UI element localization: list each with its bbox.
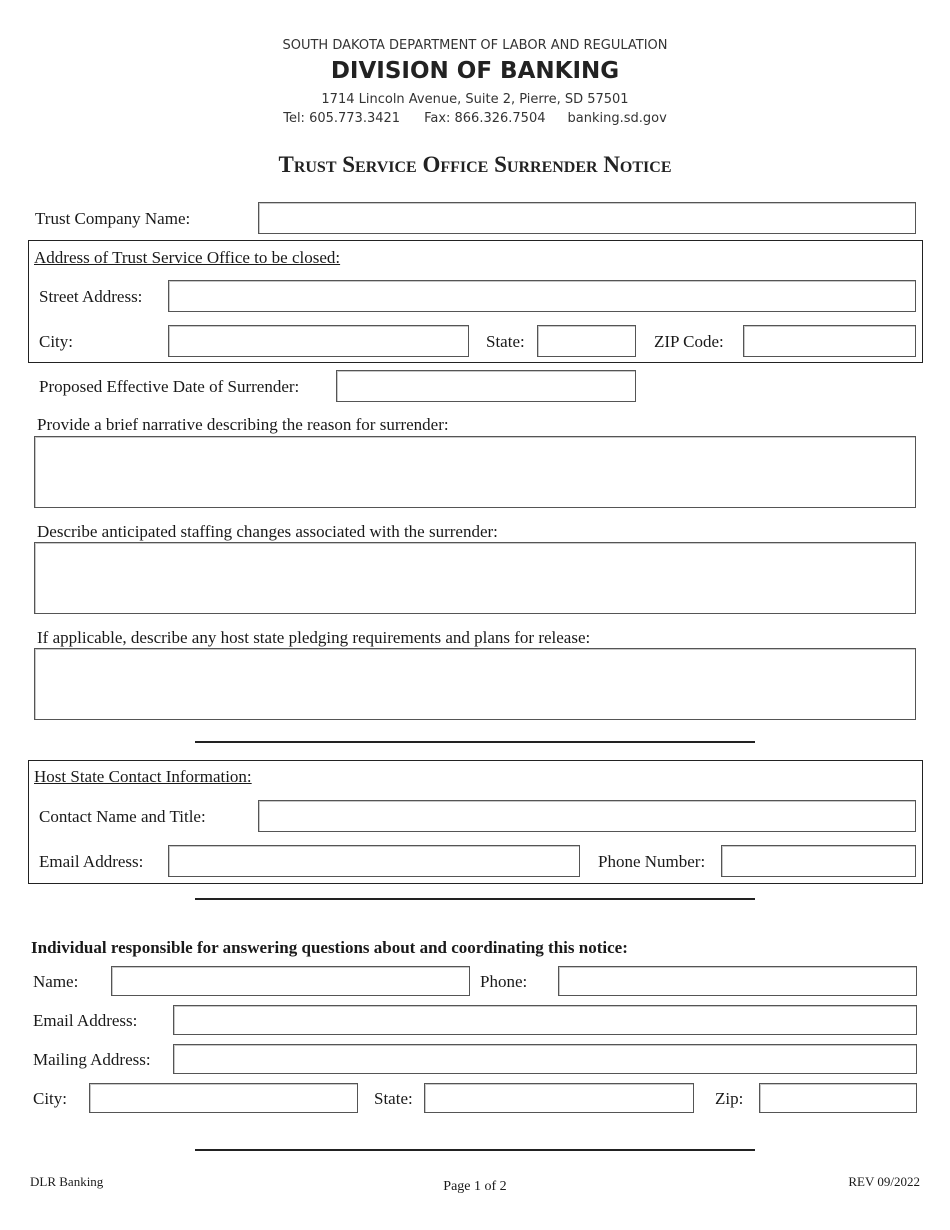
tel-number: Tel: 605.773.3421 — [283, 111, 401, 126]
host-phone-label: Phone Number: — [598, 852, 706, 871]
responsible-name-label: Name: — [33, 972, 79, 991]
office-state-label: State: — [486, 332, 525, 351]
effective-date-label: Proposed Effective Date of Surrender: — [39, 377, 300, 396]
trust-company-name-label: Trust Company Name: — [35, 209, 191, 228]
responsible-city-label: City: — [33, 1089, 68, 1108]
office-city-field[interactable] — [168, 325, 469, 357]
responsible-email-field[interactable] — [173, 1005, 917, 1035]
responsible-zip-field[interactable] — [759, 1083, 917, 1113]
section-divider — [195, 898, 755, 900]
narrative-field[interactable] — [34, 436, 916, 508]
responsible-phone-label: Phone: — [480, 972, 528, 991]
contact-name-title-field[interactable] — [258, 800, 916, 832]
host-email-field[interactable] — [168, 845, 580, 877]
staffing-field[interactable] — [34, 542, 916, 614]
office-city-label: City: — [39, 332, 74, 351]
page-number: Page 1 of 2 — [443, 1179, 507, 1194]
staffing-label: Describe anticipated staffing changes associated with the surrender: — [37, 522, 498, 541]
contact-name-title-label: Contact Name and Title: — [39, 807, 206, 826]
responsible-city-field[interactable] — [89, 1083, 358, 1113]
effective-date-field[interactable] — [336, 370, 636, 402]
office-zip-label: ZIP Code: — [654, 332, 724, 351]
department-name: SOUTH DAKOTA DEPARTMENT OF LABOR AND REGULATION — [282, 38, 668, 53]
host-email-label: Email Address: — [39, 852, 144, 871]
street-address-field[interactable] — [168, 280, 916, 312]
website: banking.sd.gov — [567, 111, 667, 126]
footer-left: DLR Banking — [30, 1174, 104, 1189]
form-title: Trust Service Office Surrender Notice — [278, 152, 672, 177]
host-contact-heading: Host State Contact Information: — [34, 767, 252, 786]
division-name: DIVISION OF BANKING — [330, 58, 620, 84]
fax-number: Fax: 866.326.7504 — [424, 111, 546, 126]
contact-line — [0, 111, 950, 126]
trust-company-name-field[interactable] — [258, 202, 916, 234]
pledging-label: If applicable, describe any host state pledging requirements and plans for release: — [37, 628, 591, 647]
mailing-address-label: Mailing Address: — [33, 1050, 151, 1069]
responsible-phone-field[interactable] — [558, 966, 917, 996]
section-divider — [195, 1149, 755, 1151]
responsible-email-label: Email Address: — [33, 1011, 138, 1030]
responsible-zip-label: Zip: — [715, 1089, 744, 1108]
section-divider — [195, 741, 755, 743]
responsible-state-label: State: — [374, 1089, 413, 1108]
mailing-address-field[interactable] — [173, 1044, 917, 1074]
narrative-label: Provide a brief narrative describing the reason for surrender: — [37, 415, 449, 434]
office-address: 1714 Lincoln Avenue, Suite 2, Pierre, SD 57501 — [321, 92, 629, 107]
office-zip-field[interactable] — [743, 325, 916, 357]
office-address-heading: Address of Trust Service Office to be closed: — [34, 248, 341, 267]
responsible-heading: Individual responsible for answering questions about and coordinating this notice: — [31, 938, 628, 957]
pledging-field[interactable] — [34, 648, 916, 720]
revision: REV 09/2022 — [848, 1174, 920, 1189]
responsible-state-field[interactable] — [424, 1083, 694, 1113]
street-address-label: Street Address: — [39, 287, 143, 306]
responsible-name-field[interactable] — [111, 966, 470, 996]
host-phone-field[interactable] — [721, 845, 916, 877]
office-state-field[interactable] — [537, 325, 636, 357]
